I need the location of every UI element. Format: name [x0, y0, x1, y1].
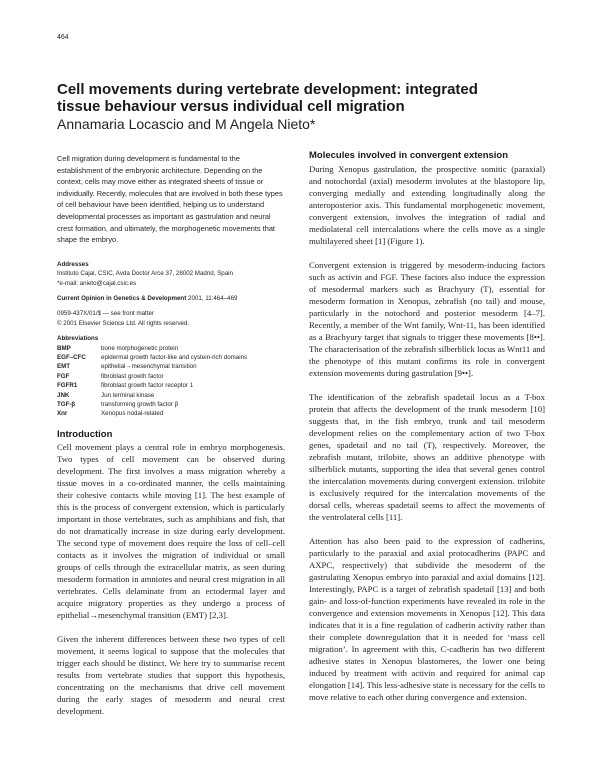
journal-details: 2001, 11:464–469 — [188, 294, 238, 302]
abbreviation-term: Xnr — [57, 410, 68, 418]
abbreviation-definition: epidermal growth factor-like and cystein-rich domains — [101, 354, 248, 361]
abbreviation-row — [57, 381, 285, 390]
introduction-body — [57, 441, 285, 717]
introduction-paragraph-2: Given the inherent differences between these two types of cell movement, it seems logical to suppose that the molecules that trigger each should be distinct. We here try to summarise recent results from vertebrate studies that support this hypothesis, concentrating on the mechanisms that drive cell movement during the early stages of mesoderm and neural crest development. — [57, 633, 285, 716]
abbreviation-row — [57, 372, 285, 381]
authors: Annamaria Locascio and M Angela Nieto* — [57, 116, 316, 132]
abbreviation-definition: bone morphogenetic protein — [101, 344, 179, 352]
copyright-line: © 2001 Elsevier Science Ltd. All rights reserved. — [57, 319, 190, 327]
title-line-1: Cell movements during vertebrate development: integrated — [57, 81, 478, 98]
abbreviation-term: JNK — [57, 391, 70, 399]
abbreviation-term: TGF-β — [57, 401, 76, 409]
article-title — [57, 81, 557, 115]
right-column — [309, 150, 545, 703]
left-column — [57, 153, 285, 717]
convergent-paragraph-2: Convergent extension is triggered by mesoderm-inducing factors such as activin and FGF. These factors also induce the expression of mesodermal markers such as Brachyury (T), essential for mesoderm formation in Xenopus, zebrafish (no tail) and mouse, particularly in the notochord and posterior mesoderm [4–7]. Recently, a member of the Wnt family, Wnt-11, has been identified as a Brachyury target that signals to trigger these movements [8••]. The characterisation of the zebrafish silberblick locus as Wnt11 and the phenotype of this mutant confirms its role in convergent extension movements during gastrulation [9••]. — [309, 260, 545, 378]
abbreviation-term: FGFR1 — [57, 382, 78, 390]
title-line-2: tissue behaviour versus individual cell migration — [57, 98, 405, 115]
page-number: 464 — [57, 34, 69, 41]
convergent-extension-body — [309, 163, 545, 703]
email-line: *e-mail: anieto@cajal.csic.es — [57, 279, 137, 287]
abbreviations-heading: Abbreviations — [57, 335, 99, 343]
address-line: Instituto Cajal, CSIC, Avda Doctor Arce 37, 28002 Madrid, Spain — [57, 270, 233, 278]
convergent-paragraph-3: The identification of the zebrafish spadetail locus as a T-box protein that affects the development of the trunk mesoderm [10] suggests that, in the fish embryo, trunk and tail mesoderm development relies on the complementary action of two T-box genes, spadetail and no tail (T), respectively. Moreover, the zebrafish mutant, trilobite, shows an additive phenotype with silberblick mutants, supporting the idea that several genes control the intercalation movements during convergent extension. trilobite is exclusively required for the intercalation movements of the dorsal cells, whereas spadetail seems to affect the movements of the ventrolateral cells [11]. — [309, 392, 545, 522]
abbreviation-definition: Xenopus nodal-related — [101, 410, 164, 418]
abbreviation-definition: epithelial→mesenchymal transition — [101, 363, 197, 371]
abbreviation-definition: fibroblast growth factor receptor 1 — [101, 382, 194, 390]
abbreviation-row — [57, 391, 285, 400]
abbreviation-definition: transforming growth factor β — [101, 401, 179, 409]
journal-name: Current Opinion in Genetics & Development — [57, 294, 187, 302]
abbreviation-term: EGF–CFC — [57, 354, 86, 361]
convergent-extension-heading: Molecules involved in convergent extension — [309, 150, 509, 161]
introduction-paragraph-1: Cell movement plays a central role in embryo morphogenesis. Two types of cell movement can be observed during development. The first involves a mass migration whereby a tissue moves in a co-ordinated manner, the cells maintaining their cohesive contacts while moving [1]. The best example of this is the process of convergent extension, which is particularly important in those vertebrates, such as amphibians and fish, that do not dramatically increase in size during early development. The second type of movement does require the loss of cell–cell contacts as it involves the migration of individual or small groups of cells through the extracellular matrix, as seen during mesoderm formation in amniotes and neural crest migration in all vertebrates. Cells delaminate from an ectodermal layer and acquire migratory properties as they undergo a process of epithelial→mesenchymal transition (EMT) [2,3]. — [57, 441, 285, 620]
abbreviation-term: FGF — [57, 372, 70, 380]
issn-line: 0959-437X/01/$ — see front matter — [57, 310, 154, 318]
addresses-heading: Addresses — [57, 260, 89, 268]
introduction-heading: Introduction — [57, 428, 113, 440]
abbreviation-row — [57, 409, 285, 418]
abbreviation-term: BMP — [57, 344, 71, 352]
abstract-text: Cell migration during development is fundamental to the establishment of the embryonic architecture. Depending on the context, cells may move either as integrated sheets of tissue or individually. Recently, molecules that are involved in both these types of cell behaviour have been identified, helping us to understand developmental processes as important as gastrulation and neural crest formation, and ultimately, the morphogenetic movements that shape the embryo. — [57, 154, 283, 245]
journal-citation — [57, 294, 285, 303]
abbreviation-row — [57, 400, 285, 409]
abbreviation-row — [57, 362, 285, 371]
abbreviation-definition: fibroblast growth factor — [101, 372, 164, 380]
abbreviation-row — [57, 344, 285, 353]
abbreviation-term: EMT — [57, 363, 71, 371]
abbreviation-definition: Jun terminal kinase — [101, 391, 155, 399]
copyright-block — [57, 309, 285, 328]
convergent-paragraph-1: During Xenopus gastrulation, the prospective somitic (paraxial) and notochordal (axial) mesoderm involutes at the blastopore lip, converging medially and extending longitudinally along the anteroposterior axis. This fundamental morphogenetic movement, convergent extension, involves the integration of radial and mediolateral cell intercalations where the cells move as a single multilayered sheet [1] (Figure 1). — [309, 164, 545, 246]
convergent-paragraph-4: Attention has also been paid to the expression of cadherins, particularly to the paraxial and axial protocadherins (PAPC and AXPC, respectively) that subdivide the mesoderm of the gastrulating Xenopus embryo into paraxial and axial domains [12]. Interestingly, PAPC is a target of zebrafish spadetail [13] and both gain- and loss-of-function experiments have revealed its role in the convergence and extension movements in Xenopus [12]. This data indicates that it is a fine regulation of cadherin activity rather than their complete downregulation that it is needed for ‘mass cell migration’. In agreement with this, C-cadherin has two different adhesive states in Xenopus blastomeres, the lower one being induced by treatment with activin and required for animal cap elongation [14]. This less-adhesive state is necessary for the cells to move relative to each other during convergence and extension. — [309, 536, 545, 702]
abbreviations-list — [57, 344, 285, 419]
abstract — [57, 153, 285, 246]
article-metadata — [57, 260, 285, 419]
abbreviation-row — [57, 353, 285, 362]
